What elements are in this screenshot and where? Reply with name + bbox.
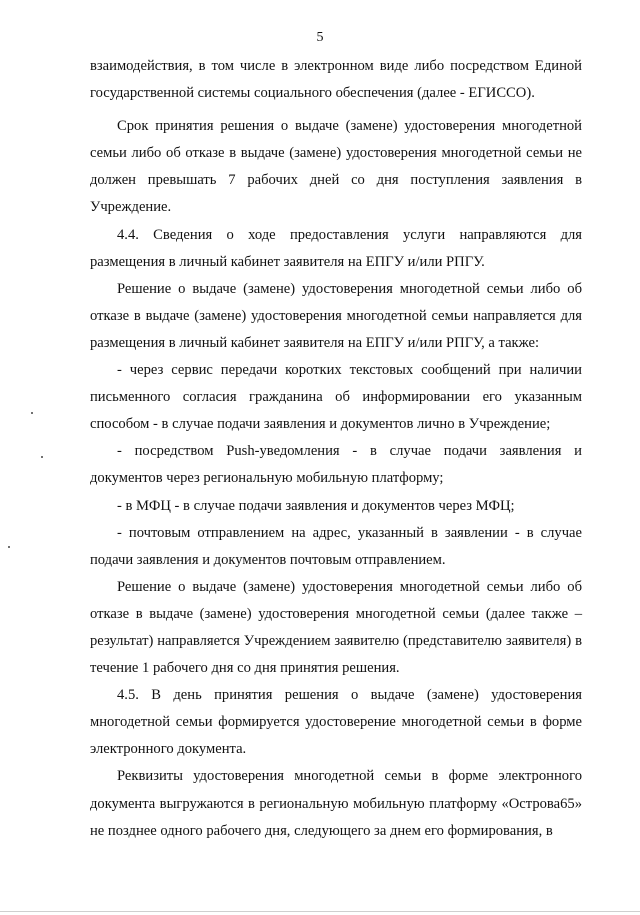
paragraph-result-sent: Решение о выдаче (замене) удостоверения многодетной семьи либо об отказе в выдаче (замене) удостоверения многодетной семьи (далее также – результат) направляется Учреждением заявителю (представителю заявителя) в течение 1 рабочего дня со дня принятия решения. [90, 578, 582, 677]
paragraph-4-5: 4.5. В день принятия решения о выдаче (замене) удостоверения многодетной семьи формируется удостоверение многодетной семьи в форме электронного документа. [90, 687, 582, 758]
document-body [90, 53, 582, 845]
paragraph-decision-deadline: Срок принятия решения о выдаче (замене) удостоверения многодетной семьи либо об отказе в выдаче (замене) удостоверения многодетной семьи не должен превышать 7 рабочих дней со дня поступления заявления в Учреждение. [90, 118, 582, 216]
list-item-push: - посредством Push-уведомления - в случае подачи заявления и документов через региональную мобильную платформу; [90, 443, 582, 487]
scan-edge-line [0, 911, 640, 912]
paragraph-requisites: Реквизиты удостоверения многодетной семьи в форме электронного документа выгружаются в региональную мобильную платформу «Острова65» не позднее одного рабочего дня, следующего за днем его формирования, в [90, 768, 582, 839]
list-item-post: - почтовым отправлением на адрес, указанный в заявлении - в случае подачи заявления и документов почтовым отправлением. [90, 524, 582, 568]
paragraph-4-4: 4.4. Сведения о ходе предоставления услуги направляются для размещения в личный кабинет заявителя на ЕПГУ и/или РПГУ. [90, 226, 582, 270]
list-item-mfc: - в МФЦ - в случае подачи заявления и документов через МФЦ; [117, 497, 515, 514]
scan-speck [8, 546, 10, 548]
list-item-sms: - через сервис передачи коротких текстовых сообщений при наличии письменного согласия гражданина об информировании его указанным способом - в случае подачи заявления и документов лично в Учреждение; [90, 362, 582, 433]
paragraph-decision-sent: Решение о выдаче (замене) удостоверения многодетной семьи либо об отказе в выдаче (замене) удостоверения многодетной семьи направляется для размещения в личный кабинет заявителя на ЕПГУ и/или РПГУ, а также: [90, 280, 582, 351]
scan-speck [31, 412, 33, 414]
paragraph-continuation: взаимодействия, в том числе в электронном виде либо посредством Единой государственной системы социального обеспечения (далее - ЕГИССО). [90, 58, 582, 102]
page-number: 5 [316, 30, 324, 45]
scan-speck [41, 456, 43, 458]
